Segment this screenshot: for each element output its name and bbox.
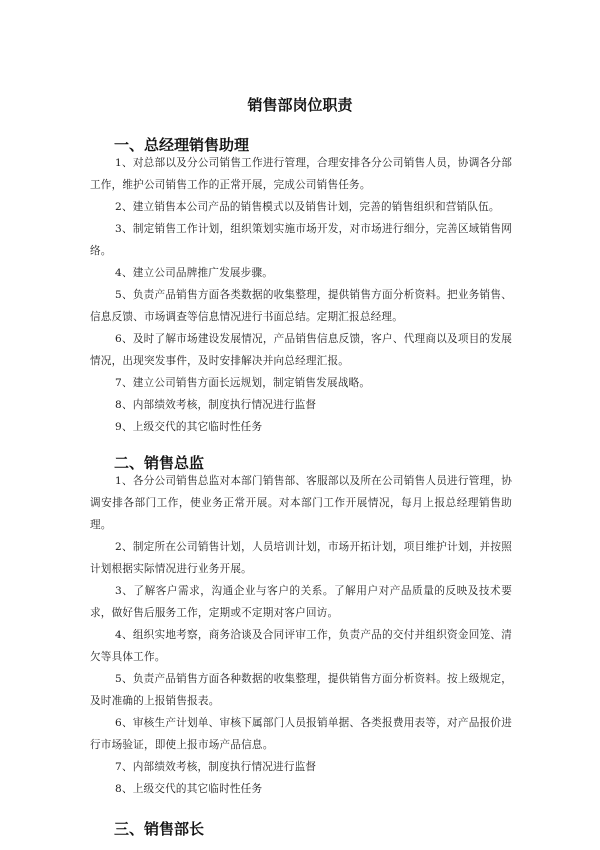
list-item: 4、建立公司品牌推广发展步骤。 bbox=[115, 267, 274, 279]
list-item: 8、内部绩效考核，制度执行情况进行监督 bbox=[115, 399, 317, 411]
section-heading-sales-director: 二、销售总监 bbox=[114, 454, 205, 472]
list-item: 6、及时了解市场建设发展情况，产品销售信息反馈，客户、代理商以及项目的发展情况，出现突发事件，及时安排解决并向总经理汇报。 bbox=[90, 333, 512, 367]
list-item: 1、对总部以及分公司销售工作进行管理，合理安排各分公司销售人员，协调各分部工作，维护公司销售工作的正常开展，完成公司销售任务。 bbox=[90, 157, 512, 191]
list-item: 2、制定所在公司销售计划，人员培训计划，市场开拓计划，项目维护计划，并按照计划根据实际情况进行业务开展。 bbox=[90, 541, 512, 575]
list-item: 4、组织实地考察，商务洽谈及合同评审工作，负责产品的交付并组织资金回笼、清欠等具体工作。 bbox=[90, 629, 512, 663]
section-heading-sales-minister: 三、销售部长 bbox=[114, 820, 205, 838]
list-item: 7、内部绩效考核，制度执行情况进行监督 bbox=[115, 761, 317, 773]
list-item: 1、各分公司销售总监对本部门销售部、客服部以及所在公司销售人员进行管理，协调安排各部门工作，使业务正常开展。对本部门工作开展情况，每月上报总经理销售助理。 bbox=[90, 475, 512, 531]
list-item: 7、建立公司销售方面长远规划，制定销售发展战略。 bbox=[115, 377, 371, 389]
list-item: 8、上级交代的其它临时性任务 bbox=[115, 783, 263, 795]
section-heading-general-manager-assistant: 一、总经理销售助理 bbox=[114, 136, 250, 154]
list-item: 3、制定销售工作计划，组织策划实施市场开发，对市场进行细分，完善区域销售网络。 bbox=[90, 223, 512, 257]
list-item: 2、建立销售本公司产品的销售模式以及销售计划，完善的销售组织和营销队伍。 bbox=[115, 201, 500, 213]
document-title: 销售部岗位职责 bbox=[247, 96, 353, 114]
list-item: 5、负责产品销售方面各类数据的收集整理，提供销售方面分析资料。把业务销售、信息反馈、市场调查等信息情况进行书面总结。定期汇报总经理。 bbox=[90, 289, 512, 323]
list-item: 6、审核生产计划单、审核下属部门人员报销单据、各类报费用表等，对产品报价进行市场验证，即使上报市场产品信息。 bbox=[90, 717, 512, 751]
list-item: 3、了解客户需求，沟通企业与客户的关系。了解用户对产品质量的反映及技术要求，做好售后服务工作，定期或不定期对客户回访。 bbox=[90, 585, 512, 619]
list-item: 5、负责产品销售方面各种数据的收集整理，提供销售方面分析资料。按上级规定，及时准确的上报销售报表。 bbox=[90, 673, 512, 707]
list-item: 9、上级交代的其它临时性任务 bbox=[115, 421, 263, 433]
